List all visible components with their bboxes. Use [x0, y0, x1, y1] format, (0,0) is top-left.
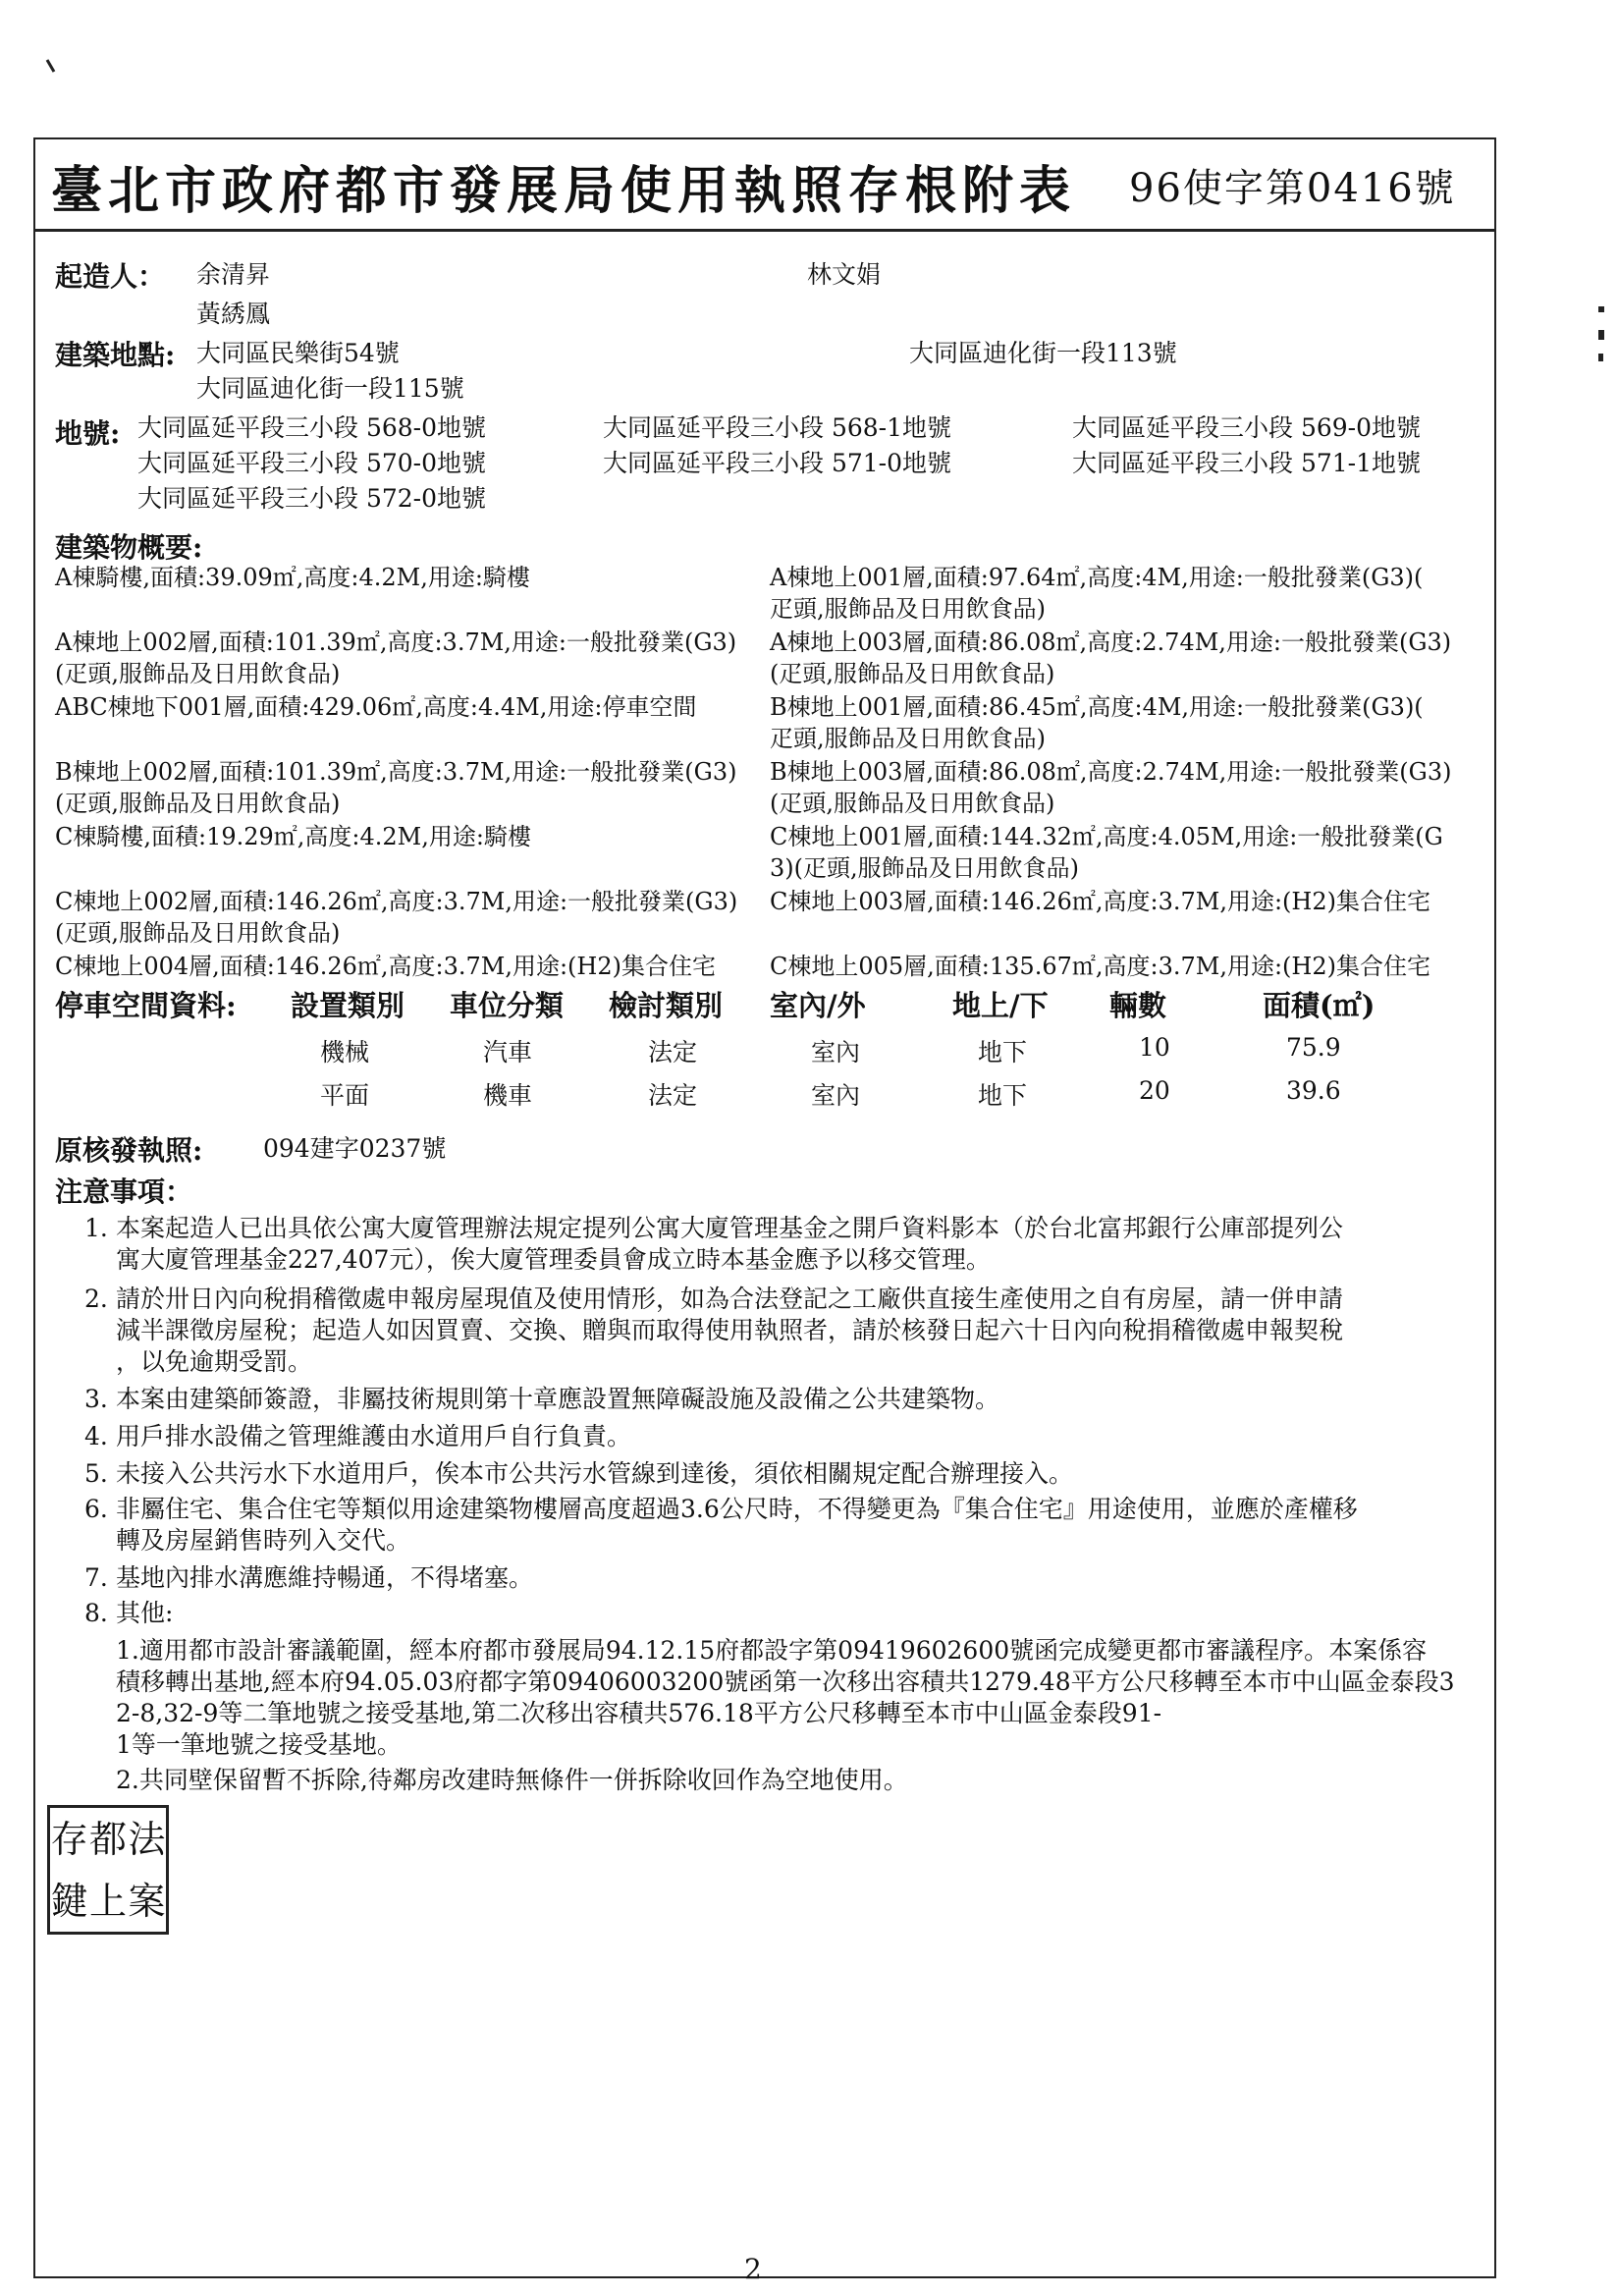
lot-number: 大同區延平段三小段 569-0地號 — [1072, 413, 1422, 442]
building-line: 3)(疋頭,服飾品及日用飲食品) — [770, 854, 1079, 882]
building-line: A棟地上002層,面積:101.39㎡,高度:3.7M,用途:一般批發業(G3) — [55, 629, 737, 656]
official-seal — [47, 1805, 169, 1935]
scan-speck — [46, 59, 56, 73]
note-number: 3. — [84, 1385, 108, 1413]
parking-header: 車位分類 — [450, 989, 565, 1022]
building-line: B棟地上003層,面積:86.08㎡,高度:2.74M,用途:一般批發業(G3) — [770, 758, 1452, 786]
applicant-name: 黃綉鳳 — [196, 300, 271, 328]
note-number: 1. — [84, 1214, 108, 1242]
building-line: 疋頭,服飾品及日用飲食品) — [770, 595, 1046, 623]
note-other-line: 1等一筆地號之接受基地。 — [116, 1730, 402, 1759]
note-text: 減半課徵房屋稅；起造人如因買賣、交換、贈與而取得使用執照者，請於核發日起六十日內向稅捐稽徵處申報契稅 — [116, 1316, 1344, 1344]
note-number: 6. — [84, 1495, 108, 1523]
note-text: 用戶排水設備之管理維護由水道用戶自行負責。 — [116, 1422, 632, 1450]
parking-cell: 室內 — [811, 1038, 861, 1066]
note-other-line: 1.適用都市設計審議範圍，經本府都市發展局94.12.15府都設字第09419602600號函完成變更都市審議程序。本案係容 — [116, 1636, 1428, 1665]
parking-cell: 地下 — [978, 1038, 1028, 1066]
parking-cell: 地下 — [978, 1081, 1028, 1110]
parking-header: 地上/下 — [952, 989, 1049, 1022]
note-text: 未接入公共污水下水道用戶，俟本市公共污水管線到達後，須依相關規定配合辦理接入。 — [116, 1459, 1074, 1488]
applicant-name: 林文娟 — [807, 260, 882, 289]
lot-number: 大同區延平段三小段 572-0地號 — [137, 484, 487, 513]
building-label: 建築物概要: — [55, 531, 203, 564]
note-text: 其他: — [116, 1599, 174, 1627]
building-line: 疋頭,服飾品及日用飲食品) — [770, 725, 1046, 752]
building-line: C棟地上005層,面積:135.67㎡,高度:3.7M,用途:(H2)集合住宅 — [770, 953, 1430, 980]
site-address: 大同區迪化街一段113號 — [909, 339, 1177, 367]
parking-cell: 75.9 — [1286, 1033, 1341, 1062]
scan-speck — [1598, 306, 1604, 312]
note-text: 轉及房屋銷售時列入交代。 — [116, 1526, 411, 1555]
building-line: A棟騎樓,面積:39.09㎡,高度:4.2M,用途:騎樓 — [55, 564, 530, 591]
parking-cell: 10 — [1139, 1033, 1170, 1062]
lot-number: 大同區延平段三小段 570-0地號 — [137, 449, 487, 477]
note-number: 5. — [84, 1459, 108, 1488]
note-number: 2. — [84, 1285, 108, 1313]
parking-header: 面積(㎡) — [1263, 989, 1375, 1022]
note-text: ，以免逾期受罰。 — [116, 1347, 313, 1376]
page-title: 臺北市政府都市發展局使用執照存根附表 — [51, 161, 1077, 221]
parking-cell: 平面 — [320, 1081, 370, 1110]
building-line: C棟地上003層,面積:146.26㎡,高度:3.7M,用途:(H2)集合住宅 — [770, 888, 1430, 915]
parking-cell: 法定 — [648, 1081, 698, 1110]
original-permit-value: 094建字0237號 — [263, 1134, 447, 1163]
seal-char: 都 — [88, 1817, 127, 1861]
note-number: 7. — [84, 1563, 108, 1592]
scan-speck — [1598, 330, 1604, 340]
note-number: 4. — [84, 1422, 108, 1450]
building-line: (疋頭,服飾品及日用飲食品) — [55, 660, 341, 687]
note-number: 8. — [84, 1599, 108, 1627]
parking-cell: 39.6 — [1286, 1076, 1341, 1105]
building-line: (疋頭,服飾品及日用飲食品) — [770, 660, 1055, 687]
site-label: 建築地點: — [55, 339, 176, 371]
note-other-line: 2-8,32-9等二筆地號之接受基地,第二次移出容積共576.18平方公尺移轉至本市中山區金泰段91- — [116, 1699, 1162, 1727]
building-line: C棟地上004層,面積:146.26㎡,高度:3.7M,用途:(H2)集合住宅 — [55, 953, 716, 980]
site-address: 大同區民樂街54號 — [196, 339, 400, 367]
parking-cell: 機械 — [320, 1038, 370, 1066]
building-line: A棟地上001層,面積:97.64㎡,高度:4M,用途:一般批發業(G3)( — [770, 564, 1424, 591]
parking-header: 室內/外 — [770, 989, 866, 1022]
parking-cell: 室內 — [811, 1081, 861, 1110]
note-text: 本案起造人已出具依公寓大廈管理辦法規定提列公寓大廈管理基金之開戶資料影本（於台北富邦銀行公庫部提列公 — [116, 1214, 1344, 1242]
notes-label: 注意事項： — [55, 1175, 193, 1208]
scan-speck — [1598, 354, 1603, 361]
note-text: 寓大廈管理基金227,407元），俟大廈管理委員會成立時本基金應予以移交管理。 — [116, 1245, 991, 1274]
site-address: 大同區迪化街一段115號 — [196, 374, 464, 403]
building-line: C棟地上001層,面積:144.32㎡,高度:4.05M,用途:一般批發業(G — [770, 823, 1443, 850]
building-line: ABC棟地下001層,面積:429.06㎡,高度:4.4M,用途:停車空間 — [55, 693, 697, 721]
seal-char: 上 — [88, 1879, 127, 1923]
page-number: 2 — [744, 2253, 762, 2285]
seal-char: 鍵 — [50, 1879, 88, 1923]
building-line: C棟地上002層,面積:146.26㎡,高度:3.7M,用途:一般批發業(G3) — [55, 888, 738, 915]
building-line: (疋頭,服飾品及日用飲食品) — [55, 790, 341, 817]
building-line: B棟地上001層,面積:86.45㎡,高度:4M,用途:一般批發業(G3)( — [770, 693, 1424, 721]
note-text: 基地內排水溝應維持暢通，不得堵塞。 — [116, 1563, 534, 1592]
seal-char: 法 — [128, 1817, 166, 1861]
lot-number: 大同區延平段三小段 568-0地號 — [137, 413, 487, 442]
note-text: 請於卅日內向稅捐稽徵處申報房屋現值及使用情形，如為合法登記之工廠供直接生產使用之自有房屋，請一併申請 — [116, 1285, 1344, 1313]
building-line: A棟地上003層,面積:86.08㎡,高度:2.74M,用途:一般批發業(G3) — [770, 629, 1452, 656]
lot-label: 地號: — [55, 417, 121, 450]
seal-char: 存 — [50, 1817, 88, 1861]
parking-header: 輛數 — [1109, 989, 1167, 1022]
applicant-name: 余清昇 — [196, 260, 271, 289]
parking-header: 檢討類別 — [609, 989, 724, 1022]
seal-char: 案 — [128, 1879, 166, 1923]
parking-header: 設置類別 — [291, 989, 405, 1022]
parking-cell: 機車 — [483, 1081, 533, 1110]
note-other-line: 積移轉出基地,經本府94.05.03府都字第09406003200號函第一次移出容積共1279.48平方公尺移轉至本市中山區金泰段3 — [116, 1667, 1455, 1696]
applicant-label: 起造人： — [55, 260, 166, 293]
lot-number: 大同區延平段三小段 568-1地號 — [603, 413, 952, 442]
title-rule — [33, 229, 1496, 232]
original-permit-label: 原核發執照: — [55, 1134, 203, 1167]
permit-number: 96使字第0416號 — [1129, 166, 1456, 211]
parking-cell: 20 — [1139, 1076, 1170, 1105]
building-line: (疋頭,服飾品及日用飲食品) — [55, 919, 341, 947]
parking-cell: 法定 — [648, 1038, 698, 1066]
note-other-line: 2.共同壁保留暫不拆除,待鄰房改建時無條件一併拆除收回作為空地使用。 — [116, 1766, 908, 1794]
parking-cell: 汽車 — [483, 1038, 533, 1066]
building-line: C棟騎樓,面積:19.29㎡,高度:4.2M,用途:騎樓 — [55, 823, 531, 850]
lot-number: 大同區延平段三小段 571-0地號 — [603, 449, 952, 477]
building-line: (疋頭,服飾品及日用飲食品) — [770, 790, 1055, 817]
note-text: 本案由建築師簽證，非屬技術規則第十章應設置無障礙設施及設備之公共建築物。 — [116, 1385, 1000, 1413]
note-text: 非屬住宅、集合住宅等類似用途建築物樓層高度超過3.6公尺時，不得變更為『集合住宅』用途使用，並應於產權移 — [116, 1495, 1358, 1523]
parking-label: 停車空間資料: — [55, 989, 237, 1022]
lot-number: 大同區延平段三小段 571-1地號 — [1072, 449, 1422, 477]
building-line: B棟地上002層,面積:101.39㎡,高度:3.7M,用途:一般批發業(G3) — [55, 758, 737, 786]
